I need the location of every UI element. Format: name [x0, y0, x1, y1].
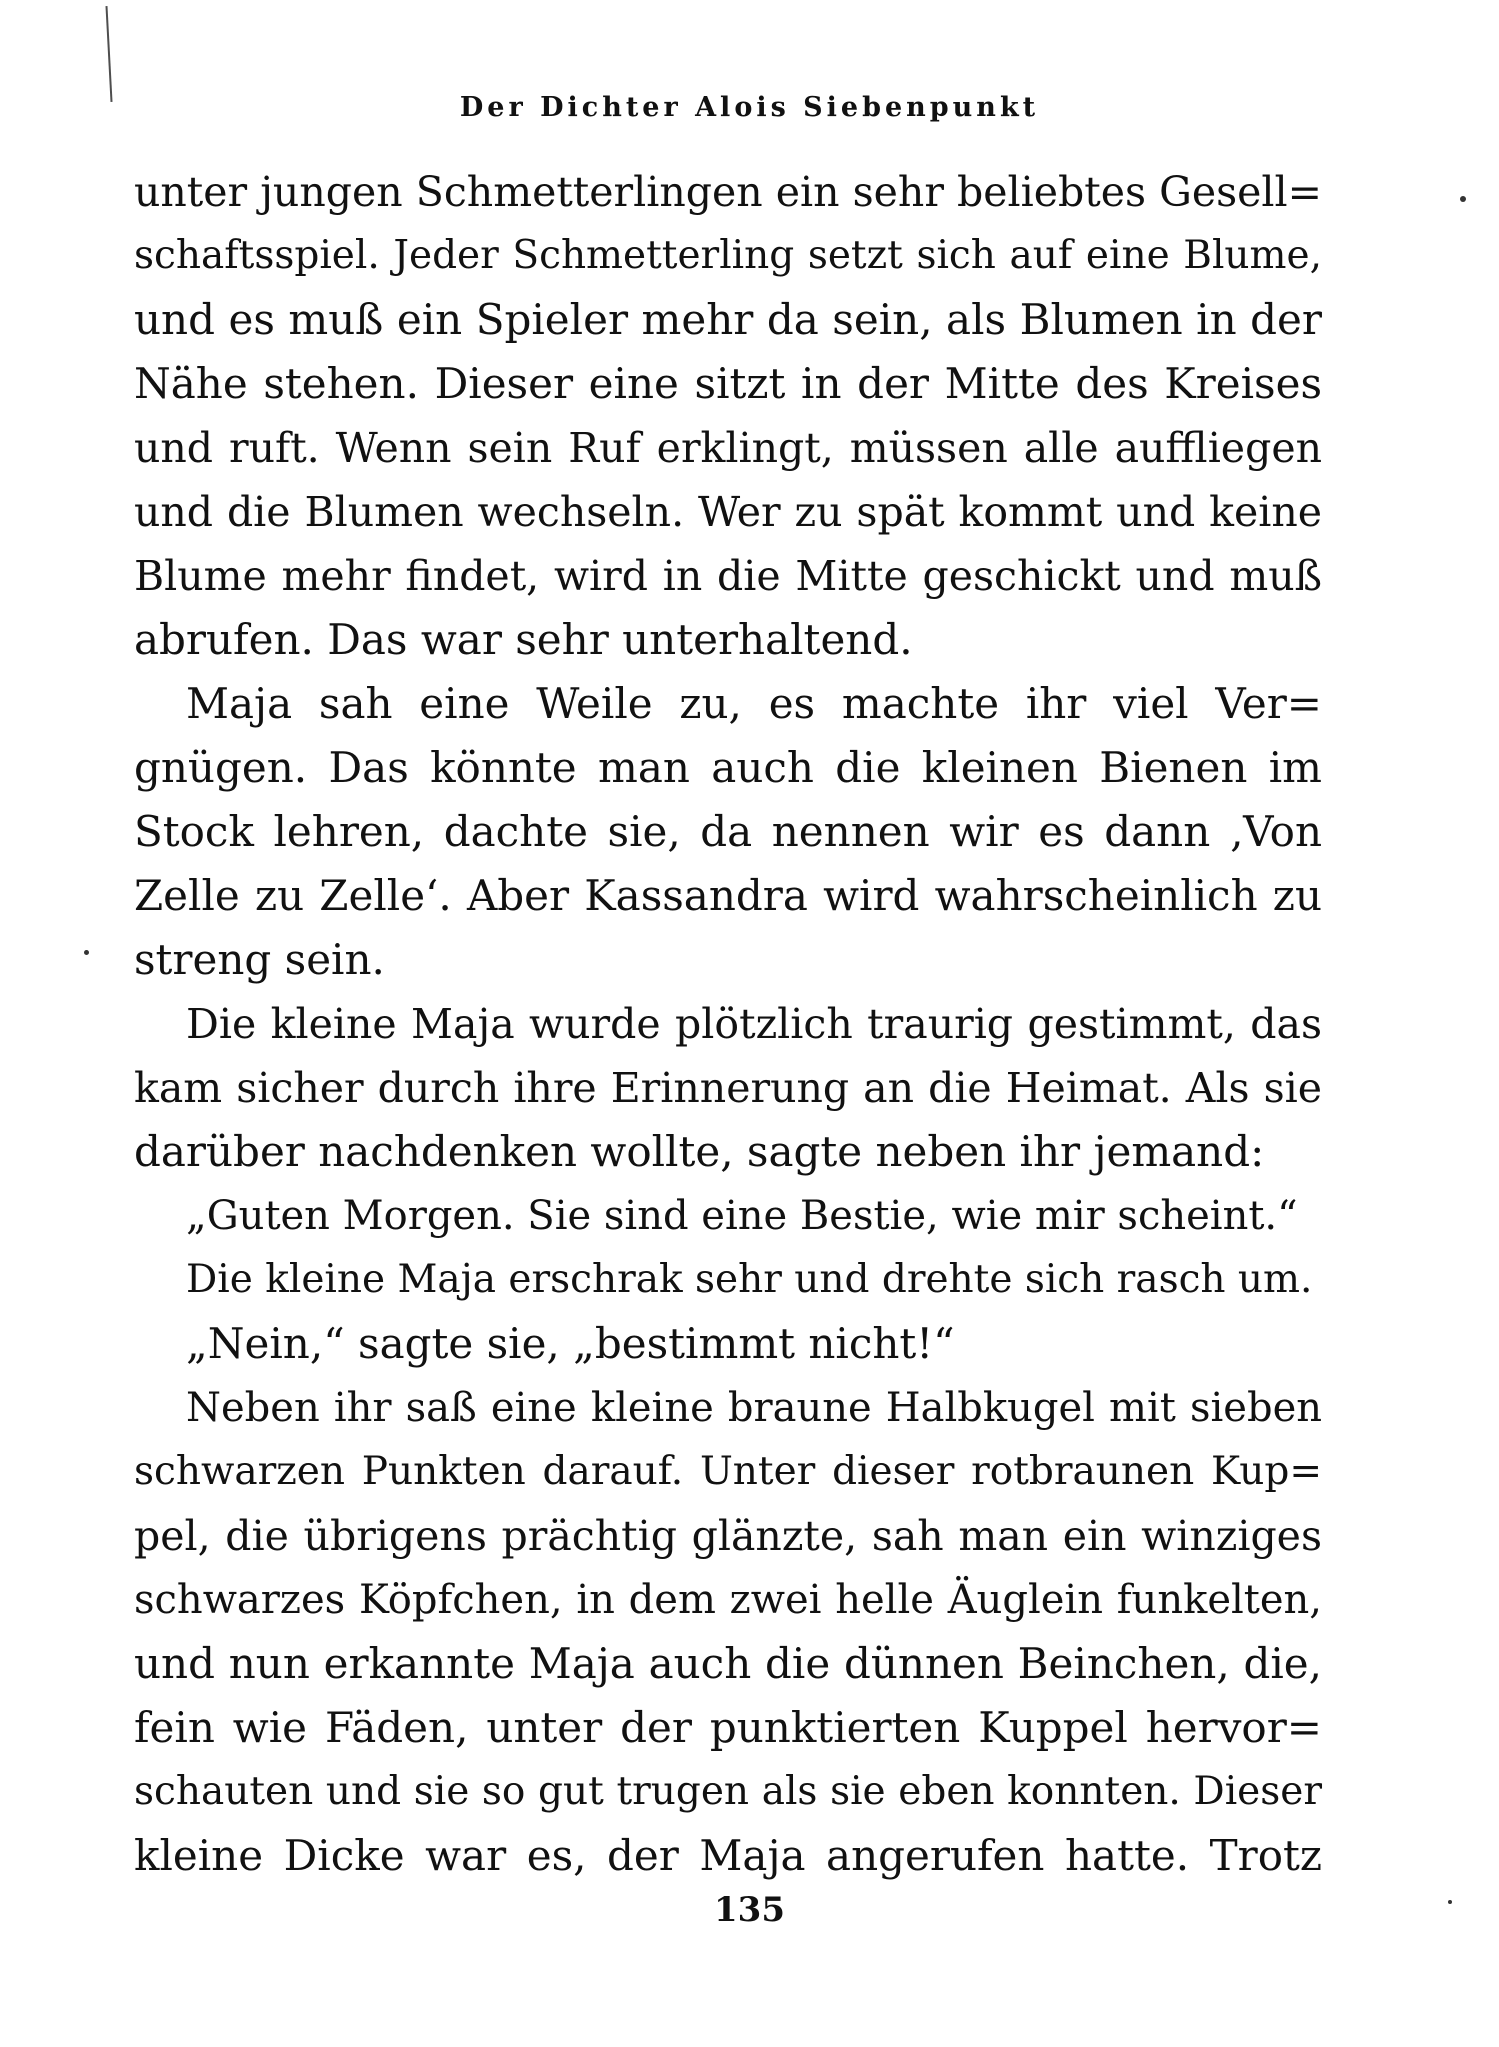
text-line: gnügen. Das könnte man auch die kleinen Bienen im	[134, 743, 1322, 792]
text-line: abrufen. Das war sehr unterhaltend.	[134, 615, 913, 664]
text-line: schwarzen Punkten darauf. Unter dieser rotbraunen Kup=	[134, 1449, 1322, 1494]
text-line: „Guten Morgen. Sie sind eine Bestie, wie mir scheint.“	[186, 1193, 1298, 1239]
running-header: Der Dichter Alois Siebenpunkt	[459, 92, 1040, 123]
text-line: streng sein.	[134, 935, 385, 984]
text-line: und die Blumen wechseln. Wer zu spät kommt und keine	[134, 488, 1322, 536]
text-line: kam sicher durch ihre Erinnerung an die Heimat. Als sie	[134, 1064, 1322, 1112]
body-text	[134, 160, 1322, 1888]
print-speck	[84, 950, 89, 955]
text-line: kleine Dicke war es, der Maja angerufen hatte. Trotz	[134, 1831, 1322, 1880]
text-line: darüber nachdenken wollte, sagte neben ihr jemand:	[134, 1127, 1265, 1176]
print-speck	[1460, 196, 1466, 202]
text-line: Zelle zu Zelle‘. Aber Kassandra wird wahrscheinlich zu	[134, 871, 1322, 920]
text-line: und ruft. Wenn sein Ruf erklingt, müssen alle auffliegen	[134, 424, 1322, 472]
text-line: Die kleine Maja erschrak sehr und drehte sich rasch um.	[186, 1257, 1313, 1302]
page-edge-mark	[105, 6, 112, 102]
text-line: pel, die übrigens prächtig glänzte, sah man ein winziges	[134, 1512, 1322, 1560]
text-line: fein wie Fäden, unter der punktierten Kuppel hervor=	[134, 1703, 1322, 1752]
text-line: unter jungen Schmetterlingen ein sehr beliebtes Gesell=	[134, 168, 1322, 216]
text-line: schwarzes Köpfchen, in dem zwei helle Äuglein funkelten,	[134, 1577, 1322, 1623]
text-line: schaftsspiel. Jeder Schmetterling setzt sich auf eine Blume,	[134, 233, 1322, 278]
text-line: Die kleine Maja wurde plötzlich traurig gestimmt, das	[186, 1000, 1322, 1048]
text-line: und es muß ein Spieler mehr da sein, als Blumen in der	[134, 295, 1322, 344]
page-number: 135	[714, 1890, 785, 1930]
text-line: „Nein,“ sagte sie, „bestimmt nicht!“	[186, 1319, 955, 1368]
text-line: schauten und sie so gut trugen als sie eben konnten. Dieser	[134, 1769, 1322, 1814]
text-line: Blume mehr findet, wird in die Mitte geschickt und muß	[134, 552, 1322, 600]
text-line: und nun erkannte Maja auch die dünnen Beinchen, die,	[134, 1639, 1322, 1688]
text-line: Nähe stehen. Dieser eine sitzt in der Mitte des Kreises	[134, 359, 1322, 408]
text-line: Neben ihr saß eine kleine braune Halbkugel mit sieben	[186, 1385, 1322, 1431]
text-line: Stock lehren, dachte sie, da nennen wir es dann ‚Von	[134, 807, 1322, 856]
text-line: Maja sah eine Weile zu, es machte ihr viel Ver=	[186, 679, 1322, 728]
